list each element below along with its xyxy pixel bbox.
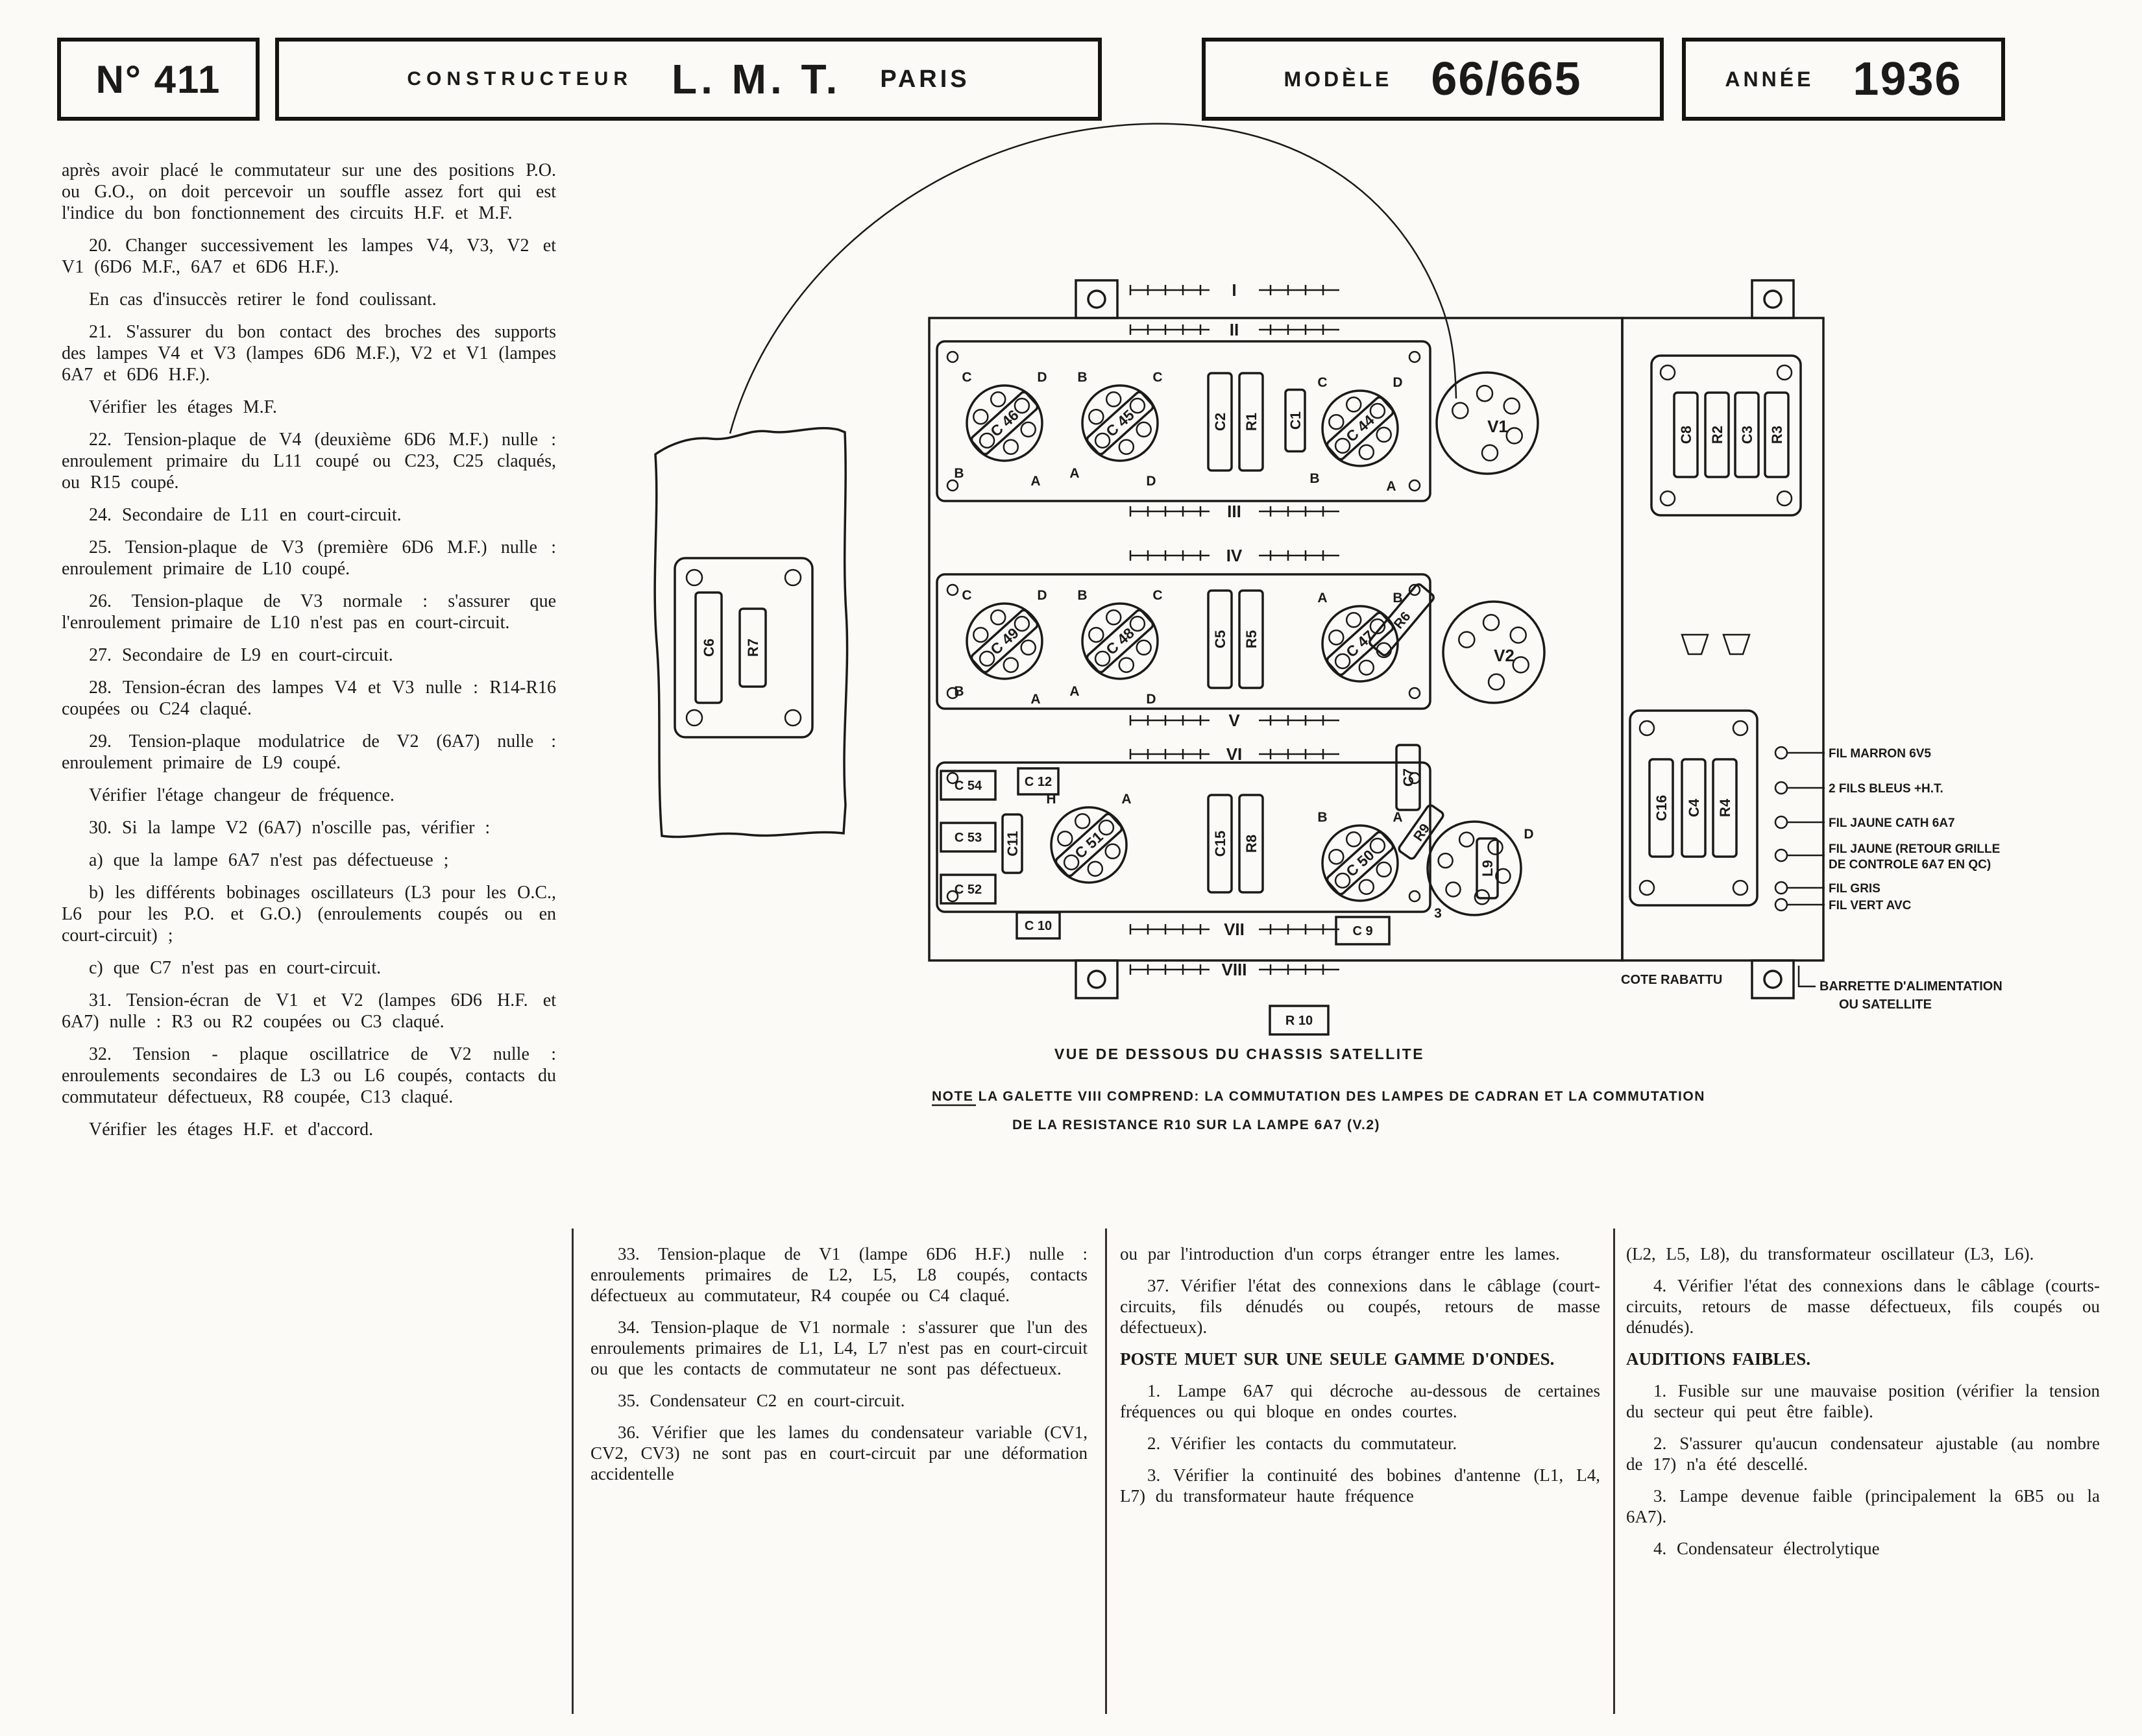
- diagram-note-line1: NOTE LA GALETTE VIII COMPREND: LA COMMUTATION DES LAMPES DE CADRAN ET LA COMMUTATION: [932, 1089, 1705, 1104]
- svg-text:C: C: [962, 370, 972, 385]
- svg-text:C 54: C 54: [954, 779, 982, 793]
- component-c7: [1396, 745, 1420, 810]
- svg-text:DE CONTROLE 6A7 EN QC): DE CONTROLE 6A7 EN QC): [1829, 858, 1991, 872]
- paragraph: 4. Condensateur électrolytique: [1653, 1539, 1880, 1558]
- text-column-4: [1626, 1243, 2100, 1570]
- socket-c49: [954, 588, 1047, 707]
- model-value: 66/665: [1431, 53, 1582, 105]
- svg-text:C11: C11: [1004, 831, 1021, 857]
- doc-number: N° 411: [95, 57, 221, 101]
- component-c53: [941, 823, 995, 851]
- paragraph: 1. Fusible sur une mauvaise position (vérifier la tension du secteur qui peut être faible).: [1626, 1381, 2100, 1421]
- svg-text:A: A: [1069, 466, 1080, 481]
- svg-text:R9: R9: [1411, 821, 1433, 844]
- paragraph: Vérifier l'étage changeur de fréquence.: [89, 785, 395, 805]
- callout-5: [1775, 882, 1880, 896]
- svg-text:VI: VI: [1226, 744, 1243, 764]
- screw-hole: [947, 585, 958, 595]
- callout-3: [1775, 816, 1955, 830]
- svg-text:FIL JAUNE CATH 6A7: FIL JAUNE CATH 6A7: [1829, 816, 1955, 830]
- tube-v1: [1437, 373, 1538, 474]
- svg-text:A: A: [1386, 479, 1396, 494]
- paragraph: 24. Secondaire de L11 en court-circuit.: [89, 505, 402, 525]
- svg-text:C 53: C 53: [954, 831, 982, 845]
- svg-text:FIL VERT AVC: FIL VERT AVC: [1829, 899, 1912, 912]
- socket-c51: [1046, 792, 1131, 883]
- paragraph: 36. Vérifier que les lames du condensateur variable (CV1, CV2, CV3) ne sont pas en court-circuit par une déformation accidentelle: [590, 1423, 1088, 1484]
- svg-text:C 45: C 45: [1102, 406, 1138, 440]
- galette-strip-ii: [1130, 320, 1339, 339]
- galette-strip-vii: [1130, 920, 1339, 939]
- svg-text:B: B: [954, 466, 964, 481]
- column-divider: [572, 1229, 574, 1714]
- barrette-label-line1: BARRETTE D'ALIMENTATION: [1819, 979, 2002, 994]
- screw-hole: [1409, 688, 1420, 698]
- component-r1: [1239, 373, 1263, 471]
- paragraph: 20. Changer successivement les lampes V4, V3, V2 et V1 (6D6 M.F., 6A7 et 6D6 H.F.).: [62, 236, 556, 277]
- svg-text:FIL JAUNE (RETOUR GRILLE: FIL JAUNE (RETOUR GRILLE: [1829, 842, 2001, 856]
- svg-text:C 49: C 49: [987, 624, 1022, 658]
- tube-v2: [1443, 602, 1544, 703]
- callout-6: [1775, 899, 1912, 912]
- component-c10: [1017, 912, 1060, 938]
- column-divider: [1613, 1229, 1615, 1714]
- diagram-caption: VUE DE DESSOUS DU CHASSIS SATELLITE: [1054, 1045, 1425, 1062]
- svg-text:C4: C4: [1686, 798, 1702, 818]
- svg-text:C5: C5: [1212, 630, 1228, 649]
- galette-strip-iii: [1130, 502, 1339, 521]
- paragraph: 1. Lampe 6A7 qui décroche au-dessous de certaines fréquences ou qui bloque en ondes courtes.: [1120, 1381, 1600, 1421]
- svg-text:C2: C2: [1212, 412, 1228, 432]
- svg-text:V: V: [1228, 711, 1240, 730]
- paragraph: 32. Tension - plaque oscillatrice de V2 nulle : enroulements secondaires de L3 ou L6 coupés, contacts du commutateur défectueux, R8 coupée, C13 claqué.: [62, 1044, 556, 1107]
- svg-text:C 48: C 48: [1102, 624, 1138, 658]
- svg-text:R5: R5: [1243, 630, 1260, 649]
- svg-text:A: A: [1069, 684, 1080, 699]
- paragraph: 4. Vérifier l'état des connexions dans le câblage (courts-circuits, retours de masse défectueux, fils coupés ou dénudés).: [1626, 1276, 2100, 1337]
- screw-hole: [1409, 480, 1420, 491]
- paragraph: 22. Tension-plaque de V4 (deuxième 6D6 M.F.) nulle : enroulement primaire du L11 coupé ou C23, C25 claqués, ou R15 coupé.: [62, 430, 556, 493]
- svg-text:C 46: C 46: [987, 406, 1022, 440]
- svg-text:A: A: [1393, 810, 1403, 825]
- svg-text:B: B: [1077, 588, 1088, 603]
- callout-2: [1775, 782, 1943, 796]
- model-label: MODÈLE: [1284, 67, 1393, 91]
- galette-strip-iv: [1130, 546, 1339, 565]
- svg-text:C 51: C 51: [1071, 828, 1106, 862]
- paragraph: 34. Tension-plaque de V1 normale : s'assurer que l'un des enroulements primaires de L1, L4, L7 n'est pas en court-circuit ou que les contacts de commutateur ne sont pas défectueux.: [590, 1317, 1088, 1378]
- svg-text:D: D: [1524, 827, 1534, 842]
- component-c16: [1649, 759, 1673, 857]
- svg-text:FIL MARRON 6V5: FIL MARRON 6V5: [1829, 747, 1932, 761]
- component-r8: [1239, 795, 1263, 892]
- svg-text:B: B: [1077, 370, 1088, 385]
- satellite-plate: [655, 428, 847, 837]
- paragraph: ou par l'introduction d'un corps étranger entre les lames.: [1120, 1244, 1560, 1264]
- socket-c46: [954, 370, 1047, 489]
- wiring-arc: [730, 124, 1456, 434]
- svg-text:V2: V2: [1494, 646, 1515, 665]
- component-c5: [1208, 591, 1232, 688]
- svg-text:IV: IV: [1226, 546, 1243, 565]
- paragraph: Vérifier les étages M.F.: [89, 397, 277, 417]
- component-c3: [1735, 393, 1759, 477]
- svg-text:C: C: [1317, 375, 1328, 390]
- svg-text:V1: V1: [1487, 417, 1508, 436]
- svg-text:C 10: C 10: [1024, 919, 1053, 933]
- paragraph: En cas d'insuccès retirer le fond coulissant.: [89, 289, 437, 310]
- svg-text:D: D: [1037, 370, 1047, 385]
- svg-text:C 12: C 12: [1024, 775, 1053, 789]
- barrette-bracket: [1799, 966, 1816, 986]
- svg-text:B: B: [1317, 810, 1328, 825]
- component-c15: [1208, 795, 1232, 892]
- text-column-1: [62, 160, 556, 1151]
- paragraph: (L2, L5, L8), du transformateur oscillateur (L3, L6).: [1626, 1244, 2034, 1264]
- svg-text:C: C: [962, 588, 972, 603]
- svg-text:D: D: [1146, 474, 1156, 489]
- callout-4: [1775, 842, 2000, 872]
- svg-text:C: C: [1152, 588, 1163, 603]
- paragraph: 35. Condensateur C2 en court-circuit.: [618, 1391, 905, 1410]
- component-c12: [1018, 768, 1058, 794]
- constructor-label: CONSTRUCTEUR: [407, 68, 633, 90]
- brand-city: PARIS: [880, 65, 970, 93]
- svg-text:C8: C8: [1678, 425, 1694, 445]
- component-r5: [1239, 591, 1263, 688]
- diagram-note-line2: DE LA RESISTANCE R10 SUR LA LAMPE 6A7 (V.2): [1012, 1118, 1381, 1132]
- text-column-2: [590, 1243, 1088, 1495]
- barrette-label-line2: OU SATELLITE: [1839, 997, 1932, 1012]
- svg-text:C 47: C 47: [1343, 627, 1378, 661]
- socket-l9: [1428, 822, 1534, 921]
- component-c4: [1682, 759, 1705, 857]
- component-r10: [1270, 1006, 1328, 1034]
- svg-text:R 10: R 10: [1285, 1014, 1313, 1028]
- year-value: 1936: [1853, 53, 1962, 105]
- svg-text:B: B: [954, 684, 964, 699]
- svg-text:A: A: [1121, 792, 1132, 807]
- paragraph: 3. Vérifier la continuité des bobines d'antenne (L1, L4, L7) du transformateur haute fréquence: [1120, 1465, 1600, 1506]
- svg-text:D: D: [1037, 588, 1047, 603]
- svg-text:C 52: C 52: [954, 883, 982, 897]
- svg-text:C 44: C 44: [1343, 411, 1378, 445]
- cote-rabattu-label: COTE RABATTU: [1621, 973, 1723, 987]
- svg-text:R4: R4: [1717, 798, 1733, 818]
- svg-text:VII: VII: [1224, 920, 1245, 939]
- svg-text:C6: C6: [701, 638, 717, 657]
- svg-text:R8: R8: [1243, 834, 1260, 853]
- paragraph: 2. Vérifier les contacts du commutateur.: [1147, 1434, 1457, 1453]
- galette-strip-i: [1130, 280, 1339, 300]
- svg-text:A: A: [1030, 692, 1041, 707]
- svg-text:VIII: VIII: [1221, 960, 1247, 979]
- svg-text:R7: R7: [745, 638, 761, 657]
- component-r9: [1398, 804, 1444, 861]
- svg-text:C16: C16: [1653, 794, 1670, 822]
- brand-name: L. M. T.: [672, 56, 842, 103]
- galette-strip-vi: [1130, 744, 1339, 764]
- paragraph: b) les différents bobinages oscillateurs (L3 pour les O.C., L6 pour les P.O. et G.O.) (enroulements coupés ou en court-circuit) ;: [62, 883, 556, 946]
- galette-strip-viii: [1130, 960, 1339, 979]
- svg-text:R1: R1: [1243, 412, 1260, 432]
- svg-text:A: A: [1317, 591, 1328, 605]
- paragraph: 33. Tension-plaque de V1 (lampe 6D6 H.F.) nulle : enroulements primaires de L2, L5, L8 coupés, contacts défectueux au commutateur, R4 coupée ou C4 claqué.: [590, 1244, 1088, 1305]
- component-r4: [1713, 759, 1736, 857]
- svg-text:III: III: [1227, 502, 1241, 521]
- text-column-3: [1120, 1243, 1600, 1517]
- doc-number-box: [57, 38, 260, 121]
- svg-text:B: B: [1393, 591, 1403, 605]
- svg-text:C7: C7: [1400, 768, 1417, 787]
- chassis-diagram: [603, 97, 2018, 1188]
- component-r2: [1705, 393, 1729, 477]
- paragraph: a) que la lampe 6A7 n'est pas défectueuse ;: [89, 850, 449, 870]
- svg-text:L9: L9: [1479, 860, 1496, 877]
- paragraph: 29. Tension-plaque modulatrice de V2 (6A7) nulle : enroulement primaire de L9 coupé.: [62, 731, 556, 773]
- svg-text:H: H: [1046, 792, 1056, 807]
- paragraph: 3. Lampe devenue faible (principalement la 6B5 ou la 6A7).: [1626, 1486, 2100, 1526]
- socket-c45: [1069, 370, 1162, 489]
- screw-hole: [947, 480, 958, 491]
- paragraph: 31. Tension-écran de V1 et V2 (lampes 6D6 H.F. et 6A7) nulle : R3 ou R2 coupées ou C3 claqué.: [62, 990, 556, 1032]
- svg-text:2 FILS BLEUS +H.T.: 2 FILS BLEUS +H.T.: [1829, 782, 1943, 796]
- paragraph: 27. Secondaire de L9 en court-circuit.: [89, 645, 393, 665]
- svg-text:C3: C3: [1739, 425, 1755, 445]
- svg-text:II: II: [1229, 320, 1239, 339]
- svg-text:C15: C15: [1212, 830, 1228, 857]
- svg-text:C: C: [1152, 370, 1163, 385]
- section-heading: AUDITIONS FAIBLES.: [1626, 1349, 1811, 1369]
- screw-hole: [1409, 352, 1420, 362]
- screw-hole: [947, 352, 958, 362]
- svg-text:3: 3: [1434, 906, 1442, 921]
- paragraph: 21. S'assurer du bon contact des broches des supports des lampes V4 et V3 (lampes 6D6 M.F.), V2 et V1 (lampes 6A7 et 6D6 H.F.).: [62, 322, 556, 385]
- svg-text:D: D: [1146, 692, 1156, 707]
- component-r3: [1765, 393, 1788, 477]
- svg-text:D: D: [1393, 375, 1403, 390]
- paragraph: après avoir placé le commutateur sur une des positions P.O. ou G.O., on doit percevoir un souffle assez fort qui est l'indice du bon fonctionnement des circuits H.F. et M.F.: [62, 160, 556, 223]
- section-heading: POSTE MUET SUR UNE SEULE GAMME D'ONDES.: [1120, 1349, 1555, 1369]
- callout-1: [1775, 747, 1931, 761]
- svg-text:R3: R3: [1769, 425, 1785, 445]
- component-r7: [740, 609, 766, 687]
- socket-c44: [1309, 375, 1402, 494]
- svg-text:B: B: [1309, 471, 1320, 486]
- socket-c50: [1317, 810, 1402, 901]
- component-c1: [1285, 390, 1305, 452]
- paragraph: 26. Tension-plaque de V3 normale : s'assurer que l'enroulement primaire de L10 n'est pas en court-circuit.: [62, 591, 556, 633]
- svg-text:C 9: C 9: [1352, 924, 1373, 938]
- svg-text:R2: R2: [1709, 425, 1725, 445]
- svg-text:C1: C1: [1287, 411, 1304, 430]
- paragraph: 37. Vérifier l'état des connexions dans le câblage (court-circuits, fils dénudés ou coupés, retours de masse défectueux).: [1120, 1276, 1600, 1337]
- socket-c48: [1069, 588, 1162, 707]
- component-c9: [1336, 917, 1389, 944]
- paragraph: 28. Tension-écran des lampes V4 et V3 nulle : R14-R16 coupées ou C24 claqué.: [62, 678, 556, 719]
- svg-text:I: I: [1232, 280, 1237, 300]
- component-c11: [1003, 814, 1022, 873]
- screw-hole: [1409, 891, 1420, 901]
- svg-text:R6: R6: [1391, 609, 1414, 632]
- svg-text:C 50: C 50: [1343, 846, 1378, 880]
- paragraph: Vérifier les étages H.F. et d'accord.: [89, 1119, 374, 1140]
- component-c6: [696, 593, 722, 703]
- svg-text:A: A: [1030, 474, 1041, 489]
- column-divider: [1105, 1229, 1107, 1714]
- svg-text:FIL GRIS: FIL GRIS: [1829, 882, 1880, 896]
- socket-c47: [1317, 591, 1402, 681]
- paragraph: 2. S'assurer qu'aucun condensateur ajustable (au nombre de 17) n'a été descellé.: [1626, 1434, 2100, 1474]
- component-c2: [1208, 373, 1232, 471]
- year-label: ANNÉE: [1725, 67, 1814, 91]
- galette-strip-v: [1130, 711, 1339, 730]
- paragraph: 25. Tension-plaque de V3 (première 6D6 M.F.) nulle : enroulement primaire de L10 coupé.: [62, 537, 556, 579]
- paragraph: c) que C7 n'est pas en court-circuit.: [89, 958, 382, 978]
- component-c8: [1674, 393, 1698, 477]
- paragraph: 30. Si la lampe V2 (6A7) n'oscille pas, vérifier :: [89, 818, 491, 838]
